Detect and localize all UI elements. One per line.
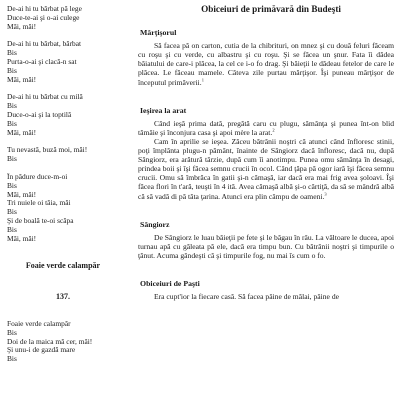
song-number: 137. bbox=[56, 292, 70, 302]
lyrics-line: Bis bbox=[7, 102, 17, 111]
lyrics-line: Măi, măi! bbox=[7, 75, 37, 84]
lyrics-line: Măi, măi! bbox=[7, 234, 37, 243]
lyrics-stanza bbox=[7, 146, 119, 164]
lyrics-line: Bis bbox=[7, 225, 17, 234]
lyrics-line: Bis bbox=[7, 66, 17, 75]
paragraph-text: Când ieşă prima dată, pregătă caru cu plugu, sămânţa şi punea înt-on blid tămâie şi înconjura casa şi apoi mère la arat. bbox=[138, 118, 394, 137]
lyrics-line: Măi, măi! bbox=[7, 128, 37, 137]
lyrics-stanza bbox=[7, 5, 119, 31]
lyrics-line: Duce-o-ai şi la toptilă bbox=[7, 110, 72, 119]
lyrics-line: În pădure duce-m-oi bbox=[7, 172, 68, 181]
lyrics-line: Şi unu-i de gazdă mare bbox=[7, 346, 76, 355]
section-heading: Ieşirea la arat bbox=[140, 105, 187, 115]
section-paragraph bbox=[138, 119, 394, 137]
lyrics-stanza bbox=[7, 40, 119, 84]
article-section bbox=[138, 220, 394, 260]
lyrics-line: Măi, măi! bbox=[7, 190, 37, 199]
stanza-gap bbox=[7, 137, 119, 146]
section-paragraph bbox=[138, 292, 394, 301]
paragraph-text: Să facea pă on carton, cutia de la chibrituri, on mnez şi cu două feluri făceam cu roşu şi cu verde, cu albastru şi cu roşu. Şi se făcea un şnur. Fata îi dădea băiatului de care-i plăcea, la cel ce i-o fo drag. Şi băieţii le dădeau fetelor de care le plăcea. Le făceau mamele. Câteva zile purtau mărţişor. Îşi puneau mărţişor de începutul primăverii. bbox=[138, 41, 394, 87]
article-section bbox=[138, 106, 394, 201]
lyrics-line: Măi, măi! bbox=[7, 22, 37, 31]
article-section bbox=[138, 279, 394, 301]
article-column bbox=[138, 5, 394, 301]
paragraph-text: Cam în aprilie se ieşea. Zăceu bătrânii noştri că atunci când înfloresc stinii, poţi împlânta plugu-n pământ, înainte de Sângiorz dacă înfloresc, dacă nu, după Sângiorz, era arătură târzie, după cum îi anotimpu. Punea omu sămânţa în desagi, prindea boii şi îşi făcea semnu crucii în ocol. Când ţăpa pă ogor iară îşi făcea semnu crucii. Omu să îmbrăca în gatii şi-n cămaşă, iar dacă era mai frig avea şoloavi. Îşi făcea flori în t'ară, teuşti în 4 ită. Avea cămaşă albă şi-o cărtiţă, da să se mândră albă că să vadă di pă tăta ţarina. Atunci era plin câmpu de oameni. bbox=[138, 136, 394, 201]
stanza-gap bbox=[7, 84, 119, 93]
lyrics-line: Purta-o-ai şi clacă-n sat bbox=[7, 57, 77, 66]
section-paragraph bbox=[138, 137, 394, 201]
lyrics-stanza bbox=[7, 93, 119, 137]
lyrics-line: Duce-te-ai şi o-ai culege bbox=[7, 13, 80, 22]
stanza-gap bbox=[7, 243, 119, 252]
lyrics-line: Bis bbox=[7, 181, 17, 190]
lyrics-line: Tri nuiele oi tăia, măi bbox=[7, 199, 71, 208]
lyrics-line: Doi de la maica mă cer, măi! bbox=[7, 337, 93, 346]
lyrics-stanza bbox=[7, 173, 119, 243]
lyrics-line: Foaie verde calampăr bbox=[7, 319, 71, 328]
paragraph-text: Era cupt'ior la fiecare casă. Să facea pâine de mălai, pâine de bbox=[154, 292, 339, 302]
article-title: Obiceiuri de primăvară din Budeşti bbox=[201, 4, 341, 14]
lyrics-line: De-ai hi tu bărbat, bărbat bbox=[7, 40, 82, 49]
section-heading: Sângiorz bbox=[140, 219, 170, 229]
lyrics-line: Bis bbox=[7, 119, 17, 128]
footnote-marker: 2 bbox=[272, 127, 275, 133]
section-heading: Mărţişorul bbox=[140, 28, 177, 38]
footnote-marker: 3 bbox=[324, 190, 327, 196]
section-paragraph bbox=[138, 233, 394, 260]
lyrics-line: De-ai hi tu bărbat cu milă bbox=[7, 93, 83, 102]
footnote-marker: 1 bbox=[201, 77, 204, 83]
lyrics-line: Şi de boală te-oi scăpa bbox=[7, 216, 74, 225]
article-section bbox=[138, 28, 394, 87]
stanza-gap bbox=[7, 164, 119, 173]
section-heading: Obiceiuri de Paşti bbox=[140, 278, 200, 288]
lyrics-line: De-ai hi tu bărbat pă lege bbox=[7, 5, 82, 13]
song-section-heading: Foaie verde calampăr bbox=[25, 261, 101, 271]
lyrics-line: Tu nevastă, buză moi, măi! bbox=[7, 146, 88, 155]
stanza-gap bbox=[7, 31, 119, 40]
song-lyrics-column bbox=[7, 5, 119, 364]
lyrics-line: Bis bbox=[7, 49, 17, 58]
lyrics-line: Bis bbox=[7, 328, 17, 337]
lyrics-line: Bis bbox=[7, 355, 17, 364]
section-paragraph bbox=[138, 41, 394, 86]
lyrics-line: Bis bbox=[7, 155, 17, 164]
paragraph-text: De Sângiorz le luau băieţii pe fete şi le băgau în râu. La vâltoare le ducea, apoi turnau apă cu găleata pă ele, dacă era timpu bun. Cu bătrânii noştri şi timpurile o ţănut. Acuma gândeşti că şi timpurile fog, nu mai îs cum o fo. bbox=[138, 232, 394, 260]
lyrics-stanza bbox=[7, 320, 119, 364]
lyrics-line: Bis bbox=[7, 208, 17, 217]
article-sections bbox=[138, 20, 394, 301]
